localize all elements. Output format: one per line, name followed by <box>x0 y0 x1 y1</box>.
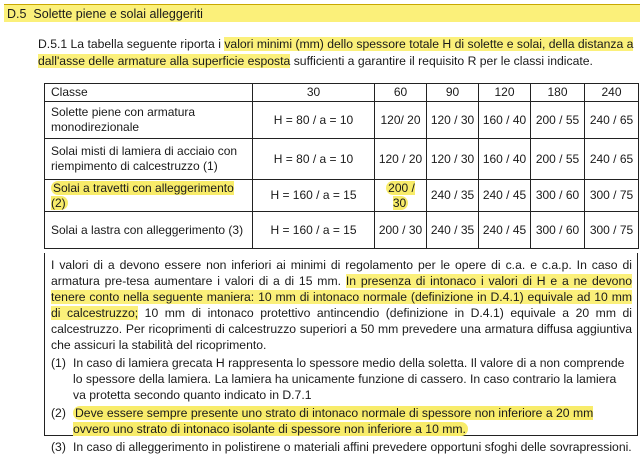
fire-resistance-table <box>44 83 639 249</box>
table-cell: 160 / 40 <box>479 139 531 180</box>
table-cell: 300 / 60 <box>531 212 585 249</box>
table-cell: H = 80 / a = 10 <box>253 139 375 180</box>
table-cell: 200 / 30 <box>375 212 427 249</box>
footnote-2 <box>51 405 632 437</box>
table-cell: 240 / 45 <box>479 212 531 249</box>
footnote-number: (1) <box>51 356 66 370</box>
row-label <box>45 180 253 212</box>
footnote-text: In caso di alleggerimento in polistirene o materiali affini prevedere opportuni sfoghi delle sovrapressioni. <box>73 440 632 454</box>
notes-text-b: 10 mm di intonaco protettivo antincendio (definizione in D.4.1) equivale a 20 mm di calcestruzzo. Per ricoprimenti di calcestruzzo superiori a 50 mm prevedere una armatura diffusa aggiuntiva che assicuri la stabilità del ricoprimento. <box>51 306 632 352</box>
table-cell: 240 / 65 <box>585 102 639 139</box>
notes-highlight: In presenza di intonaco i valori di H e a ne devono tenere conto nella seguente maniera: 10 mm di intonaco normale (definizione in D.4.1) equivale ad 10 mm di calcestruzzo; <box>51 274 633 320</box>
header-class-cell: 60 <box>375 84 427 102</box>
table-cell: 240 / 65 <box>585 139 639 180</box>
footnote-3 <box>51 439 632 455</box>
table-cell: H = 80 / a = 10 <box>253 102 375 139</box>
table-cell: 300 / 75 <box>585 180 639 212</box>
intro-highlight: valori minimi (mm) dello spessore totale H di solette e solai, della distanza a dall'asse delle armature alla superficie esposta <box>38 37 634 68</box>
table-row <box>45 139 639 180</box>
table-cell: 240 / 35 <box>427 212 479 249</box>
table-cell <box>375 180 427 212</box>
table-header-row <box>45 84 639 102</box>
footnote-text: In caso di lamiera grecata H rappresenta lo spessore medio della soletta. Il valore di a non comprende lo spessore della lamiera. La lamiera ha unicamente funzione di cassero. In caso contrario la lamiera va protetta secondo quanto indicato in D.7.1 <box>73 356 625 402</box>
footnote-number: (2) <box>51 406 66 420</box>
intro-paragraph <box>38 36 638 70</box>
header-class-cell: 180 <box>531 84 585 102</box>
table-cell: 200 / 55 <box>531 139 585 180</box>
section-number: D.5 <box>7 7 27 21</box>
row-label-highlight: Solai a travetti con alleggerimento (2) <box>51 180 234 210</box>
footnote-text-wrap <box>73 405 632 437</box>
intro-part2: sufficienti a garantire il requisito R per le classi indicate. <box>293 54 593 68</box>
footnote-1 <box>51 355 632 403</box>
table-cell: 120/ 20 <box>375 102 427 139</box>
header-class-cell: 30 <box>253 84 375 102</box>
table-cell: 240 / 45 <box>479 180 531 212</box>
notes-paragraph <box>51 257 632 353</box>
intro-part1: D.5.1 La tabella seguente riporta i <box>38 37 221 51</box>
header-class-cell: 120 <box>479 84 531 102</box>
header-class-cell: 90 <box>427 84 479 102</box>
table-cell: 240 / 35 <box>427 180 479 212</box>
header-class-cell: 240 <box>585 84 639 102</box>
row-label: Solette piene con armatura monodirezionale <box>45 102 253 139</box>
table-cell: 200 / 55 <box>531 102 585 139</box>
footnote-text: Deve essere sempre presente uno strato di intonaco normale di spessore non inferiore a 20 mm ovvero uno strato di intonaco isolante di spessore non inferiore a 10 mm. <box>73 406 594 436</box>
section-heading <box>4 4 640 22</box>
table-cell: 120 / 30 <box>427 139 479 180</box>
table-cell-highlight: 200 / 30 <box>388 180 415 210</box>
table-row <box>45 102 639 139</box>
table-cell: 120 / 20 <box>375 139 427 180</box>
table-row <box>45 212 639 249</box>
section-title: Solette piene e solai alleggeriti <box>33 7 203 21</box>
table-cell: 300 / 60 <box>531 180 585 212</box>
notes-box <box>44 253 638 454</box>
table-cell: H = 160 / a = 15 <box>253 180 375 212</box>
row-label: Solai misti di lamiera di acciaio con riempimento di calcestruzzo (1) <box>45 139 253 180</box>
notes-text-a: I valori di a devono essere non inferiori ai minimi di regolamento per le opere di c.a. e c.a.p. In caso di armatura pre-tesa aumentare i valori di a di 15 mm. <box>51 258 632 288</box>
row-label: Solai a lastra con alleggerimento (3) <box>45 212 253 249</box>
table-cell: 300 / 75 <box>585 212 639 249</box>
table-cell: H = 160 / a = 15 <box>253 212 375 249</box>
table-row <box>45 180 639 212</box>
table-cell: 120 / 30 <box>427 102 479 139</box>
table-cell: 160 / 40 <box>479 102 531 139</box>
header-classe: Classe <box>45 84 253 102</box>
footnote-number: (3) <box>51 440 66 454</box>
